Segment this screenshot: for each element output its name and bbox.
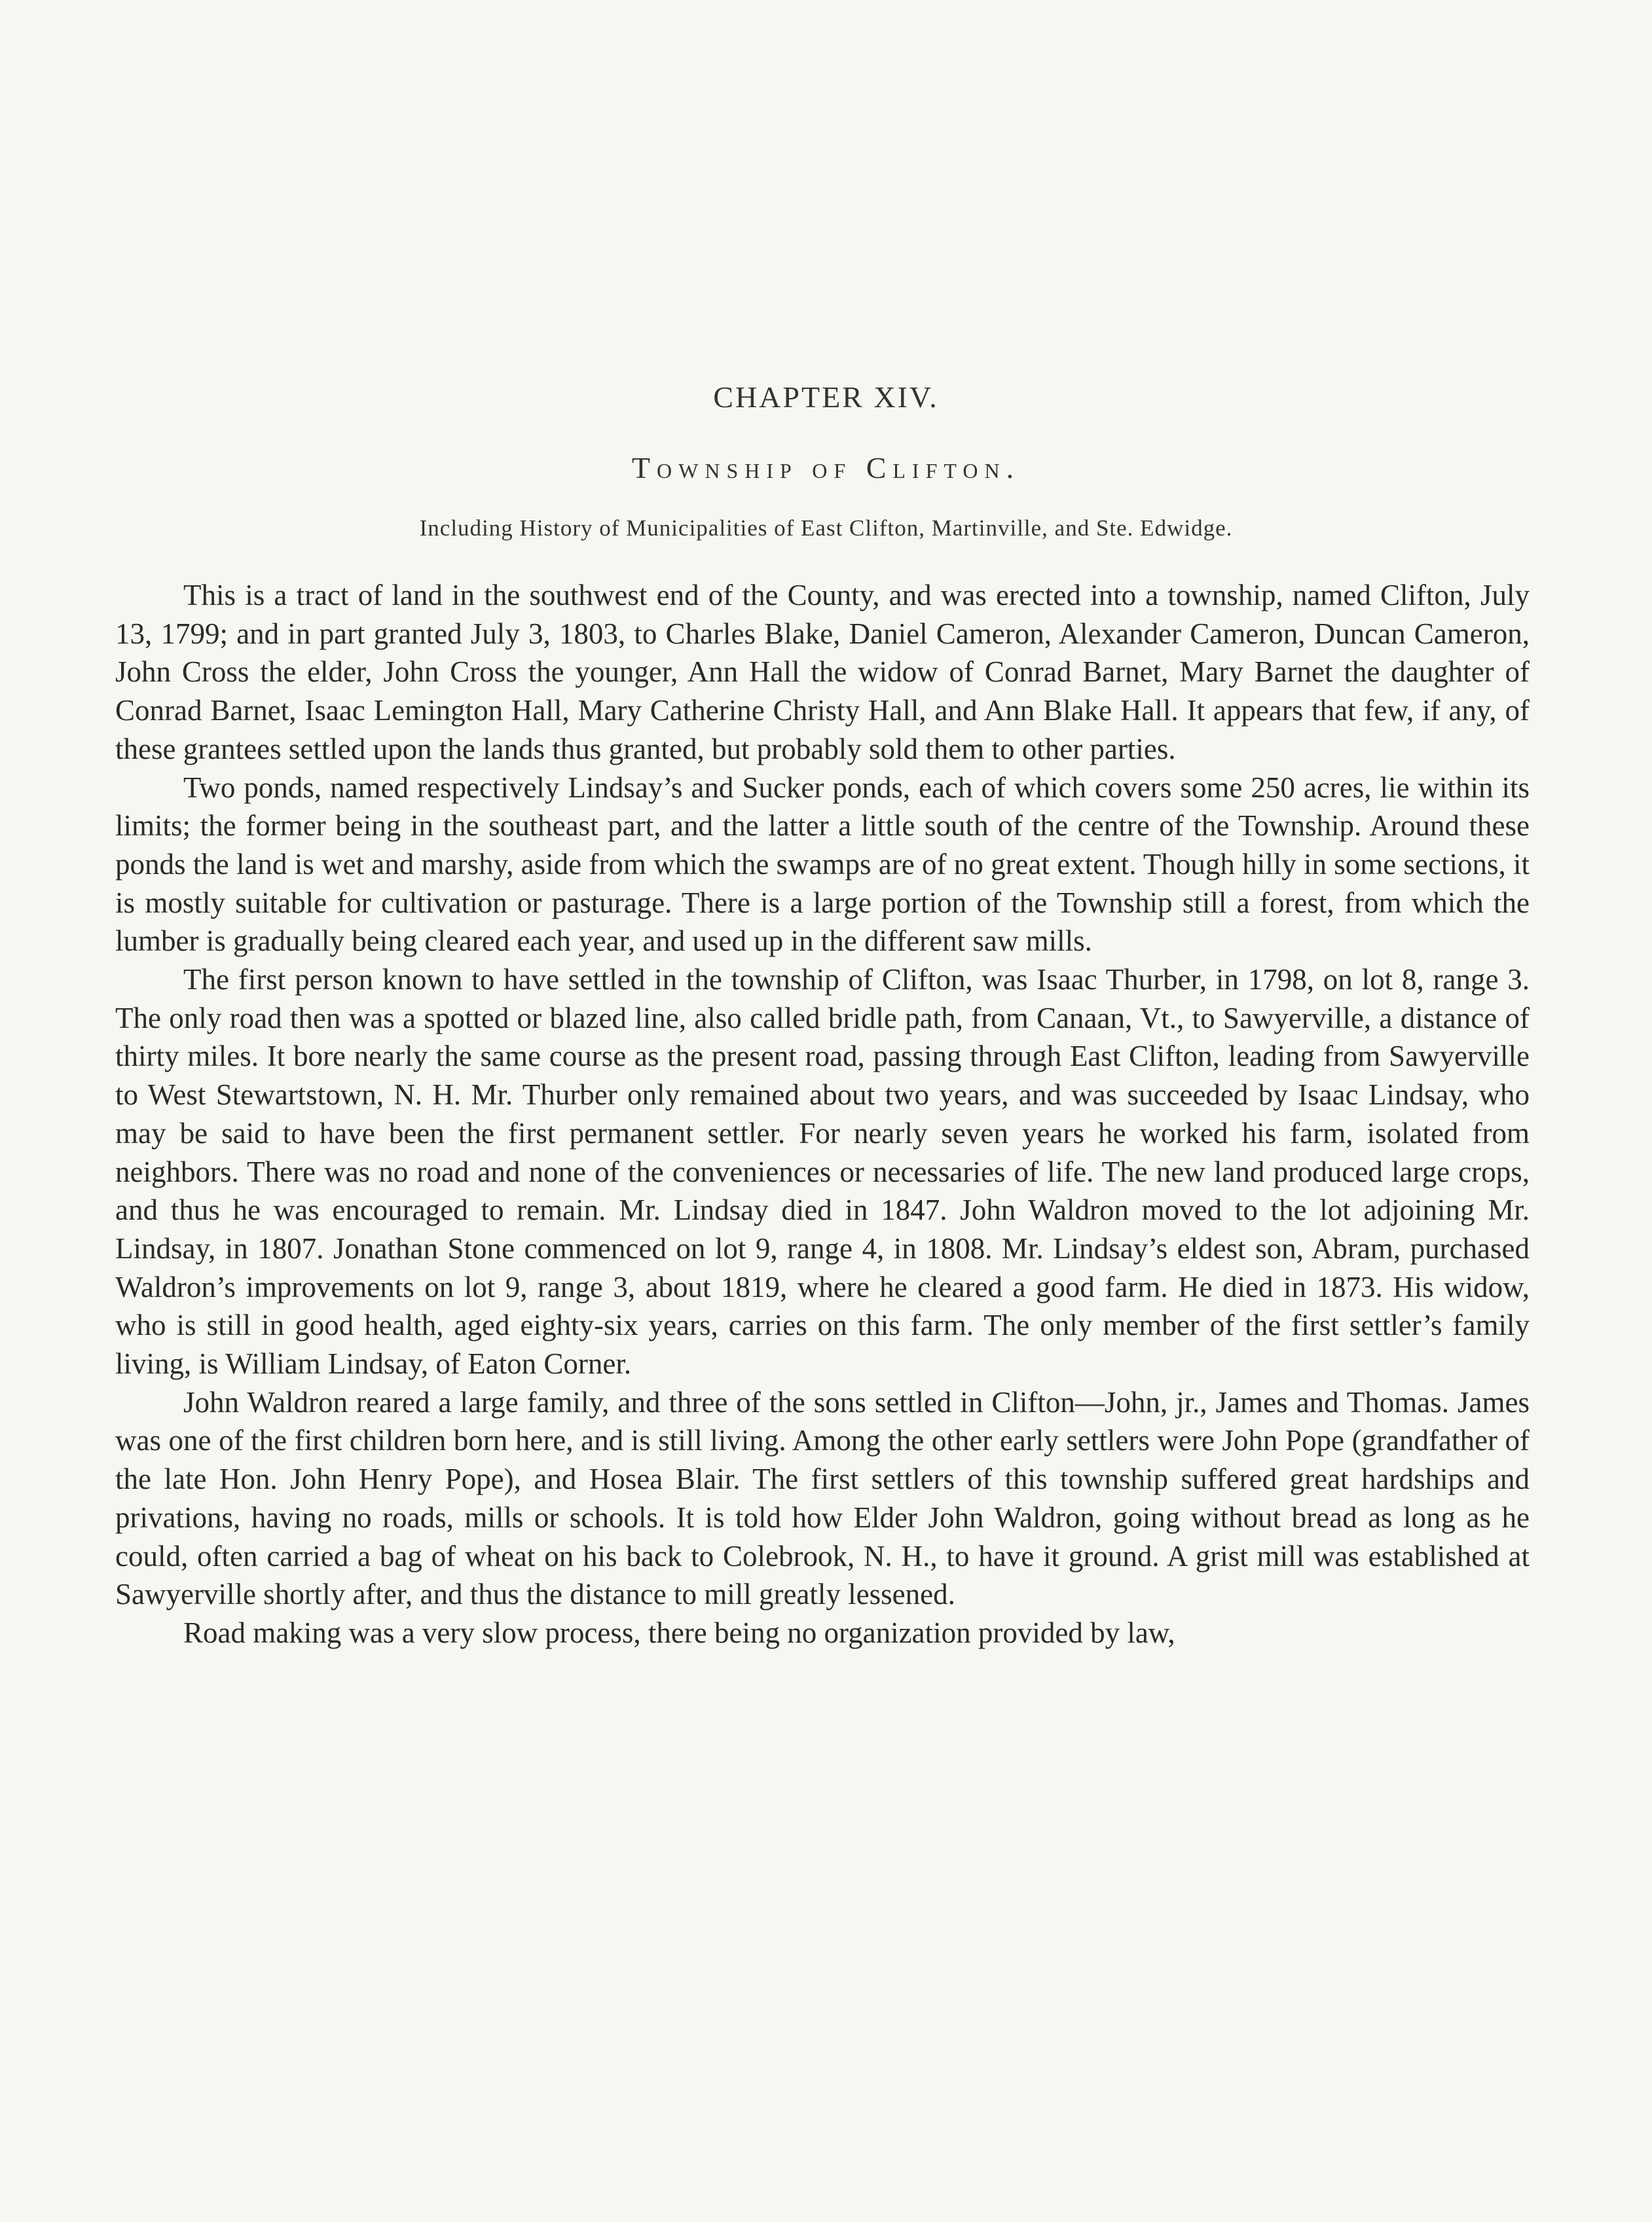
chapter-including-line: Including History of Municipalities of East Clifton, Martinville, and Ste. Edwidge. [419,515,1233,541]
body-text [115,576,1530,1652]
paragraph-4: John Waldron reared a large family, and three of the sons settled in Clifton—John, jr., James and Thomas. James was one of the first children born here, and is still living. Among the other early settlers were John Pope (grandfather of the late Hon. John Henry Pope), and Hosea Blair. The first settlers of this township suffered great hardships and privations, having no roads, mills or schools. It is told how Elder John Waldron, going without bread as long as he could, often carried a bag of wheat on his back to Colebrook, N. H., to have it ground. A grist mill was established at Sawyerville shortly after, and thus the distance to mill greatly lessened. [115,1385,1530,1611]
paragraph-1: This is a tract of land in the southwest end of the County, and was erected into a township, named Clifton, July 13, 1799; and in part granted July 3, 1803, to Charles Blake, Daniel Cameron, Alexander Cameron, Duncan Cameron, John Cross the elder, John Cross the younger, Ann Hall the widow of Conrad Barnet, Mary Barnet the daughter of Conrad Barnet, Isaac Lemington Hall, Mary Catherine Christy Hall, and Ann Blake Hall. It appears that few, if any, of these grantees settled upon the lands thus granted, but probably sold them to other parties. [115,579,1530,765]
chapter-heading: CHAPTER XIV. [713,380,939,414]
paragraph-3: The first person known to have settled in the township of Clifton, was Isaac Thurber, in 1798, on lot 8, range 3. The only road then was a spotted or blazed line, also called bridle path, from Canaan, Vt., to Sawyerville, a distance of thirty miles. It bore nearly the same course as the present road, passing through East Clifton, leading from Sawyerville to West Stewartstown, N. H. Mr. Thurber only remained about two years, and was succeeded by Isaac Lindsay, who may be said to have been the first permanent settler. For nearly seven years he worked his farm, isolated from neighbors. There was no road and none of the conveniences or necessaries of life. The new land produced large crops, and thus he was encouraged to remain. Mr. Lindsay died in 1847. John Waldron moved to the lot adjoining Mr. Lindsay, in 1807. Jonathan Stone commenced on lot 9, range 4, in 1808. Mr. Lindsay’s eldest son, Abram, purchased Waldron’s improvements on lot 9, range 3, about 1819, where he cleared a good farm. He died in 1873. His widow, who is still in good health, aged eighty-six years, carries on this farm. The only member of the first settler’s family living, is William Lindsay, of Eaton Corner. [115,963,1530,1381]
paragraph-5: Road making was a very slow process, there being no organization provided by law, [183,1616,1175,1649]
paragraph-2: Two ponds, named respectively Lindsay’s and Sucker ponds, each of which covers some 250 acres, lie within its limits; the former being in the southeast part, and the latter a little south of the centre of the Township. Around these ponds the land is wet and marshy, aside from which the swamps are of no great extent. Though hilly in some sections, it is mostly suitable for cultivation or pasturage. There is a large portion of the Township still a forest, from which the lumber is gradually being cleared each year, and used up in the different saw mills. [115,771,1530,958]
chapter-subtitle: Township of Clifton. [631,451,1021,484]
